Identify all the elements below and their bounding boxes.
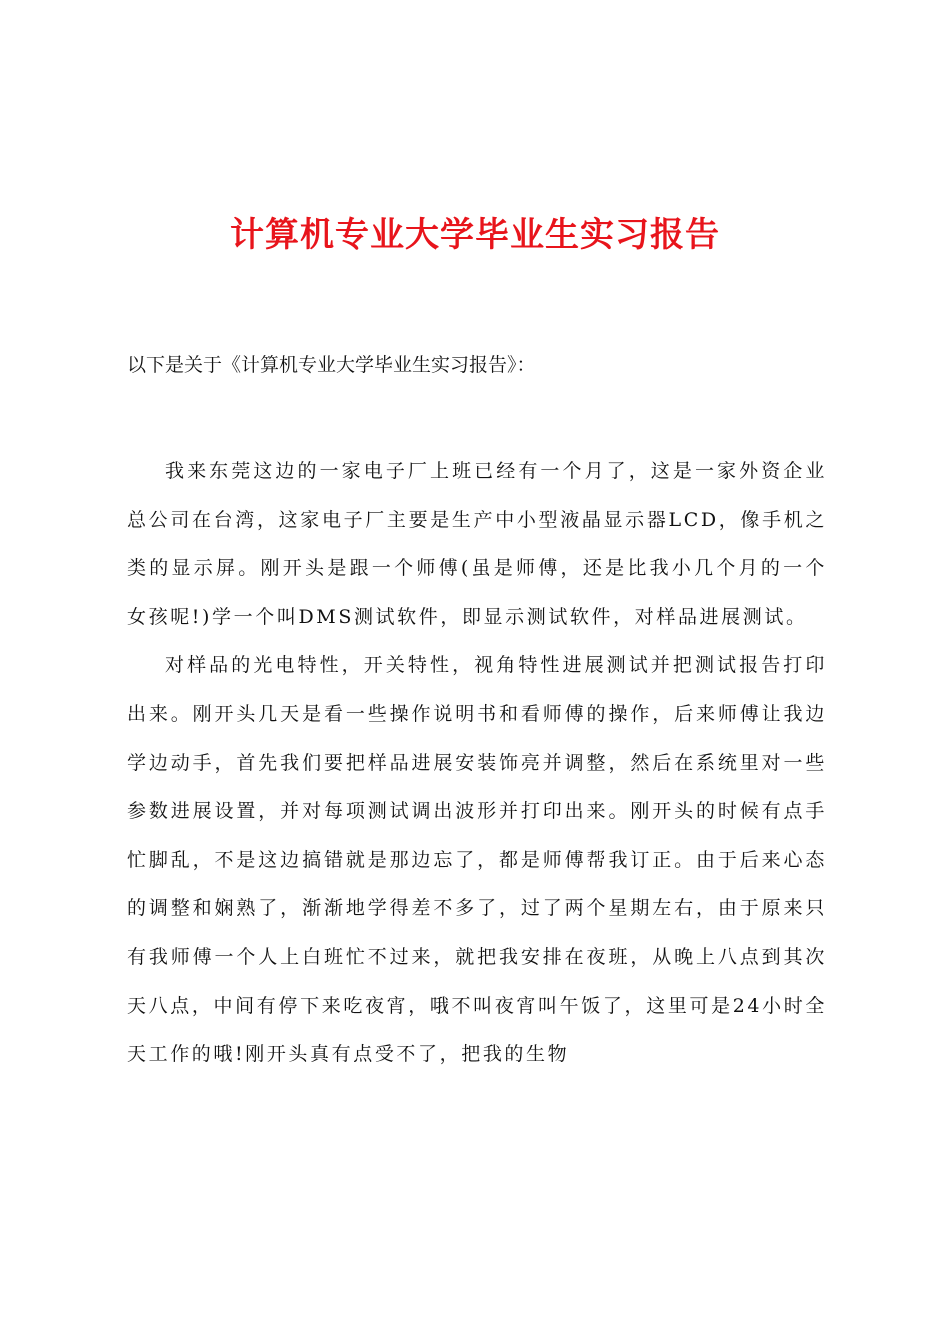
document-body — [127, 447, 827, 1079]
document-title: 计算机专业大学毕业生实习报告 — [230, 215, 720, 255]
body-paragraph: 我来东莞这边的一家电子厂上班已经有一个月了，这是一家外资企业总公司在台湾，这家电子厂主要是生产中小型液晶显示器LCD，像手机之类的显示屏。刚开头是跟一个师傅(虽是师傅，还是比我小几个月的一个女孩呢!)学一个叫DMS测试软件，即显示测试软件，对样品进展测试。 — [127, 460, 827, 628]
body-paragraph: 对样品的光电特性，开关特性，视角特性进展测试并把测试报告打印出来。刚开头几天是看一些操作说明书和看师傅的操作，后来师傅让我边学边动手，首先我们要把样品进展安装饰亮并调整，然后在系统里对一些参数进展设置，并对每项测试调出波形并打印出来。刚开头的时候有点手忙脚乱，不是这边搞错就是那边忘了，都是师傅帮我订正。由于后来心态的调整和娴熟了，渐渐地学得差不多了，过了两个星期左右，由于原来只有我师傅一个人上白班忙不过来，就把我安排在夜班，从晚上八点到其次天八点，中间有停下来吃夜宵，哦不叫夜宵叫午饭了，这里可是24小时全天工作的哦!刚开头真有点受不了，把我的生物 — [127, 654, 827, 1066]
intro-line: 以下是关于《计算机专业大学毕业生实习报告》： — [127, 354, 536, 376]
